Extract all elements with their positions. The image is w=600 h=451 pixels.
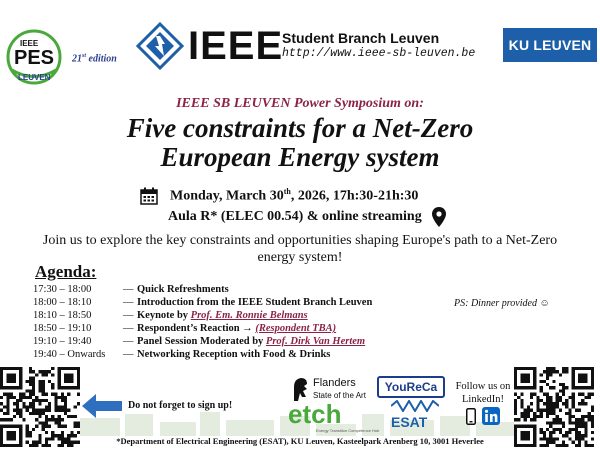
pes-edition-word: edition [88, 53, 117, 65]
agenda-description: Quick Refreshments [137, 284, 229, 295]
pes-edition-number: 21 [72, 53, 82, 65]
agenda-item [33, 322, 453, 335]
agenda-list [33, 283, 453, 361]
right-qr-code-icon[interactable] [514, 367, 594, 447]
agenda-item [33, 335, 453, 348]
event-date-prefix: Monday, March 30 [170, 188, 284, 204]
esat-wave-icon [391, 400, 439, 412]
agenda-time: 17:30 – 18:00 [33, 284, 92, 295]
ieee-pes-logo [4, 28, 72, 86]
follow-line-2: LinkedIn! [462, 394, 504, 405]
agenda-time: 18:00 – 18:10 [33, 297, 92, 308]
agenda-time: 19:10 – 19:40 [33, 336, 92, 347]
agenda-speaker-link[interactable]: Prof. Em. Ronnie Belmans [190, 310, 308, 321]
event-title-line-2: European Energy system [160, 142, 440, 172]
pes-edition [72, 53, 117, 64]
follow-line-1: Follow us on [455, 381, 511, 392]
ku-leuven-logo: KU LEUVEN [503, 28, 597, 62]
youreca-logo: YouReCa [377, 376, 445, 398]
agenda-title: Agenda: [35, 262, 97, 281]
event-datetime [140, 186, 418, 206]
symposium-label: IEEE SB LEUVEN Power Symposium on: [176, 96, 424, 111]
agenda-item [33, 296, 453, 309]
agenda-description: Panel Session Moderated by [137, 336, 266, 347]
event-date-rest: , 2026, 17h:30-21h:30 [290, 188, 419, 204]
footer-address: *Department of Electrical Engineering (ESAT), KU Leuven, Kasteelpark Arenberg 10, 3001 Heverlee [116, 436, 484, 446]
intro-text: Join us to explore the key constraints and opportunities shaping Europe's path to a Net-Zero energy system! [42, 233, 558, 265]
linkedin-icon[interactable] [482, 407, 500, 425]
agenda-speaker-link[interactable]: (Respondent TBA) [255, 323, 337, 334]
pes-logo-bottom: LEUVEN [18, 73, 51, 82]
branch-url[interactable]: http://www.ieee-sb-leuven.be [282, 47, 476, 60]
event-location [168, 206, 446, 228]
phone-icon [466, 408, 476, 425]
agenda-time: 19:40 – Onwards [33, 349, 106, 360]
event-date [170, 187, 418, 205]
ieee-wordmark: IEEE [188, 24, 284, 68]
agenda-description: Respondent’s Reaction → [137, 323, 256, 334]
agenda-description: Keynote by [137, 310, 191, 321]
pes-logo-top: IEEE [20, 39, 39, 48]
ieee-diamond-icon [136, 22, 184, 70]
signup-text: Do not forget to sign up! [128, 400, 233, 411]
agenda-dash: — [123, 310, 134, 321]
pes-logo-text: PES [14, 47, 55, 69]
agenda-description: Networking Reception with Food & Drinks [137, 349, 331, 360]
esat-logo: ESAT [391, 414, 428, 430]
flanders-name: Flanders [313, 377, 356, 389]
dinner-note: PS: Dinner provided ☺ [454, 298, 550, 309]
agenda-dash: — [123, 297, 134, 308]
map-pin-icon [432, 207, 446, 227]
etch-logo: etch [288, 399, 342, 429]
event-title-line-1: Five constraints for a Net-Zero [126, 113, 474, 143]
pes-edition-suffix: st [82, 53, 87, 59]
agenda-dash: — [123, 284, 134, 295]
left-qr-code-icon[interactable] [0, 367, 80, 447]
agenda-speaker-link[interactable]: Prof. Dirk Van Hertem [265, 336, 366, 347]
poster-header [0, 0, 600, 88]
linkedin-follow [452, 380, 514, 406]
agenda-dash: — [123, 349, 134, 360]
agenda-time: 18:50 – 19:10 [33, 323, 92, 334]
agenda-item [33, 309, 453, 322]
event-date-suffix: th [283, 187, 291, 197]
agenda-item [33, 283, 453, 296]
agenda-description: Introduction from the IEEE Student Branch Leuven [137, 297, 373, 308]
agenda-item [33, 348, 453, 361]
calendar-icon [140, 187, 158, 205]
location-text: Aula R* (ELEC 00.54) & online streaming [168, 209, 422, 224]
agenda-time: 18:10 – 18:50 [33, 310, 92, 321]
event-title [0, 114, 600, 172]
agenda-dash: — [123, 323, 134, 334]
agenda-dash: — [123, 336, 134, 347]
branch-name: Student Branch Leuven [282, 30, 440, 46]
flanders-sub: State of the Art [313, 391, 366, 400]
etch-subtitle: Energy Transition Competence Hub [316, 428, 380, 433]
